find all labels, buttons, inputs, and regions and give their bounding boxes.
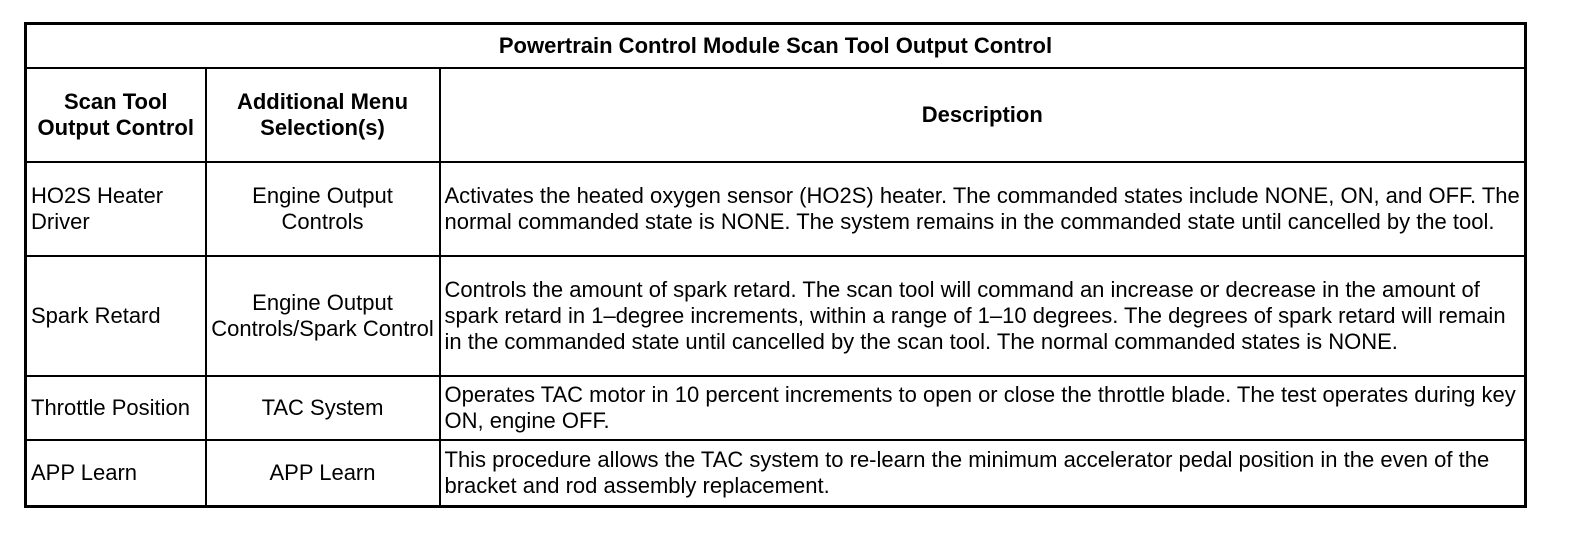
description-text: Activates the heated oxygen sensor (HO2S) heater. The commanded states include NONE, ON, and OFF. The normal commanded state is NONE. The system remains in the commanded state until cancelled by the tool. xyxy=(440,162,1526,256)
menu-selection: APP Learn xyxy=(206,440,440,507)
header-additional-menu-selections: Additional Menu Selection(s) xyxy=(206,68,440,162)
table-row xyxy=(26,440,1526,507)
output-control-name: APP Learn xyxy=(26,440,206,507)
header-scan-tool-output-control: Scan Tool Output Control xyxy=(26,68,206,162)
description-text: Controls the amount of spark retard. The scan tool will command an increase or decrease in the amount of spark retard in 1–degree increments, within a range of 1–10 degrees. The degrees of spark retard will remain in the commanded state until cancelled by the scan tool. The normal commanded states is NONE. xyxy=(440,256,1526,376)
output-control-name: Throttle Position xyxy=(26,376,206,440)
menu-selection: Engine Output Controls/Spark Control xyxy=(206,256,440,376)
output-control-name: Spark Retard xyxy=(26,256,206,376)
table-title: Powertrain Control Module Scan Tool Output Control xyxy=(26,24,1526,69)
table-header-row xyxy=(26,68,1526,162)
table-title-row xyxy=(26,24,1526,69)
table-row xyxy=(26,256,1526,376)
description-text: Operates TAC motor in 10 percent increments to open or close the throttle blade. The test operates during key ON, engine OFF. xyxy=(440,376,1526,440)
menu-selection: Engine Output Controls xyxy=(206,162,440,256)
menu-selection: TAC System xyxy=(206,376,440,440)
header-description: Description xyxy=(440,68,1526,162)
description-text: This procedure allows the TAC system to re-learn the minimum accelerator pedal position in the even of the bracket and rod assembly replacement. xyxy=(440,440,1526,507)
table-row xyxy=(26,162,1526,256)
table-row xyxy=(26,376,1526,440)
output-control-table xyxy=(24,22,1527,508)
output-control-name: HO2S Heater Driver xyxy=(26,162,206,256)
